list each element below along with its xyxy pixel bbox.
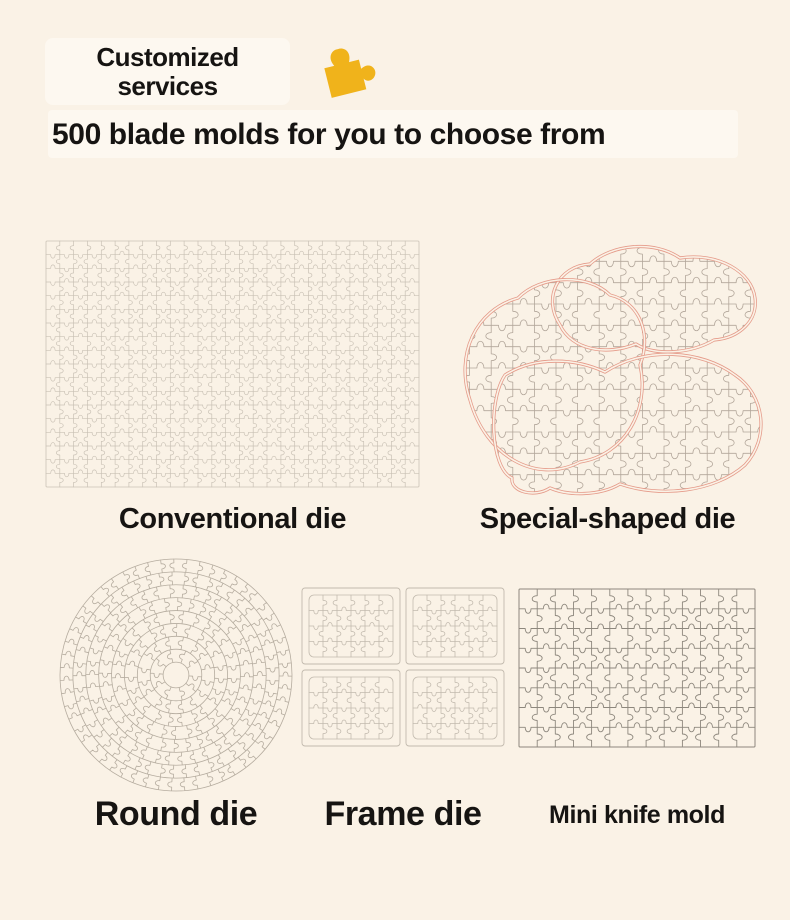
label-conventional-die: Conventional die: [118, 503, 347, 535]
special-shaped-die-image: [440, 240, 775, 498]
mini-knife-mold-image: [518, 588, 756, 748]
section-title: 500 blade molds for you to choose from: [52, 118, 606, 151]
label-frame-die: Frame die: [324, 795, 482, 833]
label-round-die: Round die: [94, 795, 258, 833]
frame-die-image: [300, 586, 506, 748]
label-mini-knife-mold: Mini knife mold: [549, 801, 725, 829]
badge-line-2: services: [117, 70, 218, 101]
conventional-die-image: [45, 240, 420, 488]
label-special-shaped-die: Special-shaped die: [479, 503, 736, 535]
puzzle-piece-icon: [318, 44, 378, 100]
round-die-image: [56, 555, 296, 795]
badge-line-1: Customized: [96, 41, 239, 72]
badge-customized-services: [45, 38, 290, 105]
